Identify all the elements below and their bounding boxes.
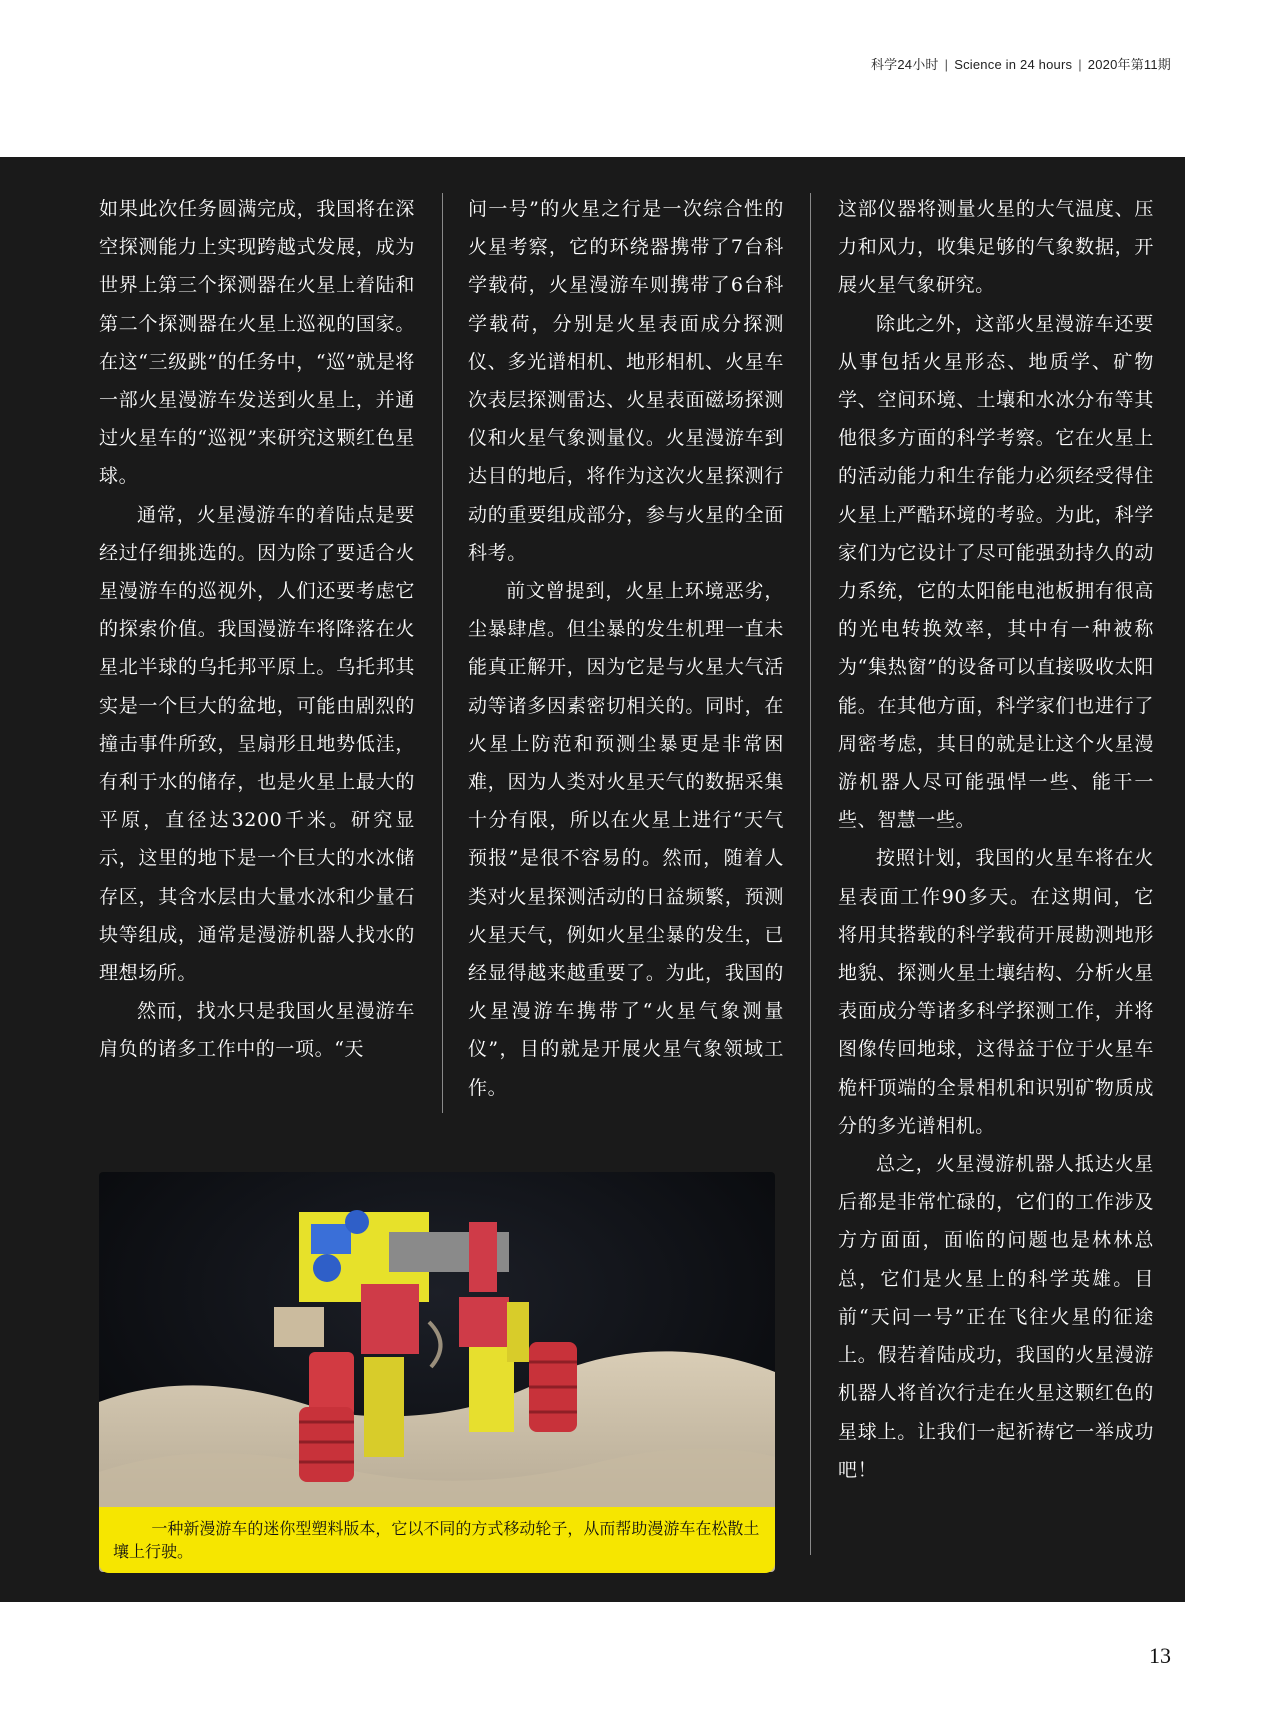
article-column-2 xyxy=(468,190,784,1107)
magazine-title-cn: 科学24小时 xyxy=(870,57,939,72)
article-paragraph: 这部仪器将测量火星的大气温度、压力和风力，收集足够的气象数据，开展火星气象研究。 xyxy=(838,198,1154,297)
issue-label: 2020年第11期 xyxy=(1087,57,1171,72)
column-divider xyxy=(810,193,811,1555)
header-separator: | xyxy=(1078,57,1082,72)
article-paragraph: 前文曾提到，火星上环境恶劣，尘暴肆虐。但尘暴的发生机理一直未能真正解开，因为它是与火星大气活动等诸多因素密切相关的。同时，在火星上防范和预测尘暴更是非常困难，因为人类对火星天气的数据采集十分有限，所以在火星上进行“天气预报”是很不容易的。然而，随着人类对火星探测活动的日益频繁，预测火星天气，例如火星尘暴的发生，已经显得越来越重要了。为此，我国的火星漫游车携带了“火星气象测量仪”，目的就是开展火星气象领域工作。 xyxy=(468,580,784,1099)
article-column-1 xyxy=(99,190,415,1069)
magazine-title-en: Science in 24 hours xyxy=(954,57,1073,72)
header-separator: | xyxy=(944,57,949,72)
page-number: 13 xyxy=(1149,1643,1171,1668)
photo-caption: 一种新漫游车的迷你型塑料版本，它以不同的方式移动轮子，从而帮助漫游车在松散土壤上行驶。 xyxy=(99,1507,775,1573)
article-paragraph: 按照计划，我国的火星车将在火星表面工作90多天。在这期间，它将用其搭载的科学载荷开展勘测地形地貌、探测火星土壤结构、分析火星表面成分等诸多科学探测工作，并将图像传回地球，这得益于位于火星车桅杆顶端的全景相机和识别矿物质成分的多光谱相机。 xyxy=(838,847,1154,1137)
article-paragraph: 问一号”的火星之行是一次综合性的火星考察，它的环绕器携带了7台科学载荷，火星漫游车则携带了6台科学载荷，分别是火星表面成分探测仪、多光谱相机、地形相机、火星车次表层探测雷达、火星表面磁场探测仪和火星气象测量仪。火星漫游车到达目的地后，将作为这次火星探测行动的重要组成部分，参与火星的全面科考。 xyxy=(468,198,784,564)
article-paragraph: 然而，找水只是我国火星漫游车肩负的诸多工作中的一项。“天 xyxy=(99,1000,415,1061)
running-header xyxy=(871,54,1171,73)
article-column-3 xyxy=(838,190,1154,1489)
column-divider xyxy=(442,193,443,1113)
article-paragraph: 总之，火星漫游机器人抵达火星后都是非常忙碌的，它们的工作涉及方方面面，面临的问题也是林林总总，它们是火星上的科学英雄。目前“天问一号”正在飞往火星的征途上。假若着陆成功，我国的火星漫游机器人将首次行走在火星这颗红色的星球上。让我们一起祈祷它一举成功吧！ xyxy=(838,1153,1154,1481)
article-paragraph: 如果此次任务圆满完成，我国将在深空探测能力上实现跨越式发展，成为世界上第三个探测器在火星上着陆和第二个探测器在火星上巡视的国家。在这“三级跳”的任务中，“巡”就是将一部火星漫游车发送到火星上，并通过火星车的“巡视”来研究这颗红色星球。 xyxy=(99,198,415,488)
article-paragraph: 通常，火星漫游车的着陆点是要经过仔细挑选的。因为除了要适合火星漫游车的巡视外，人们还要考虑它的探索价值。我国漫游车将降落在火星北半球的乌托邦平原上。乌托邦其实是一个巨大的盆地，可能由剧烈的撞击事件所致，呈扇形且地势低洼，有利于水的储存，也是火星上最大的平原，直径达3200千米。研究显示，这里的地下是一个巨大的水冰储存区，其含水层由大量水冰和少量石块等组成，通常是漫游机器人找水的理想场所。 xyxy=(99,503,415,985)
article-paragraph: 除此之外，这部火星漫游车还要从事包括火星形态、地质学、矿物学、空间环境、土壤和水冰分布等其他很多方面的科学考察。它在火星上的活动能力和生存能力必须经受得住火星上严酷环境的考验。为此，科学家们为它设计了尽可能强劲持久的动力系统，它的太阳能电池板拥有很高的光电转换效率，其中有一种被称为“集热窗”的设备可以直接吸收太阳能。在其他方面，科学家们也进行了周密考虑，其目的就是让这个火星漫游机器人尽可能强悍一些、能干一些、智慧一些。 xyxy=(838,312,1154,832)
